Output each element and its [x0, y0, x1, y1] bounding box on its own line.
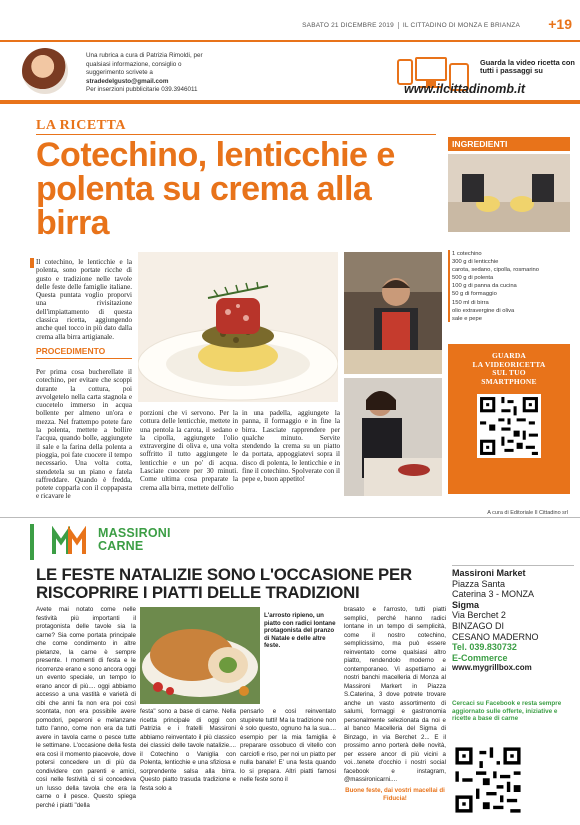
- list-item: sale e pepe: [452, 315, 482, 322]
- roast-photo: [140, 607, 260, 704]
- cooking-photo: [344, 378, 442, 496]
- promo-line: SUL TUO: [492, 368, 526, 377]
- dish-photo: [138, 252, 338, 402]
- top-bar: [0, 0, 580, 40]
- list-item: 300 g di lenticchie: [452, 259, 499, 266]
- procedure-text-col3: in una padella, aggiungete la panna, il formaggio e in fine la birra. Lasciate rapprendere per qualche minuto. Servite stendendo la crema su un piatto da portata, appoggiatevi sopra il disco di polenta, le lenticchie e in fine il cotechino. Spolverate con il pepe e, buon appetito!: [242, 409, 340, 484]
- video-promo-text: [448, 344, 570, 386]
- procedure-text-col2: porzioni che vi servono. Per la cottura delle lenticchie, mettete in una pentola la carota, il sedano e la cipolla, aggiungete l'olio extravergine di oliva e, una volta soffritto il tutto aggiungete le lenticchie e un po' di acqua. Lasciate cuocere per 30 minuti. Come ultima cosa preparate la crema alla birra, mettete dell'olio: [140, 409, 238, 492]
- ingredients-list: [452, 250, 570, 323]
- phone-number[interactable]: Tel. 039.830732: [452, 642, 517, 653]
- promo-line: GUARDA: [491, 351, 527, 360]
- brand-marker: [30, 524, 34, 560]
- site-url[interactable]: www.ilcittadinomb.it: [404, 82, 526, 96]
- info-line[interactable]: stradedelgusto@gmail.com: [86, 77, 169, 85]
- market-line: Sigma: [452, 599, 480, 610]
- section-label: LA RICETTA: [36, 118, 126, 133]
- ecommerce-label: E-Commerce: [452, 652, 508, 663]
- issue-date: SABATO 21 DICEMBRE 2019: [302, 22, 394, 30]
- brand-name: [98, 527, 171, 553]
- header-rule: [0, 40, 580, 42]
- chef-illustration: [344, 252, 442, 374]
- market-line: CESANO MADERNO: [452, 631, 539, 642]
- promo-text-col2: festa" sono a base di carne. Nella ricetta principale di oggi con Patrizia e i fratelli Massironi abbiamo reinventato il più classico dei classici delle tavole natalizie.... il Cotechino o Vaniglia con Polenta, lenticchie e una sfiziosa e sorprendente salsa alla birra. Questo piatto trasuda tradizione e festa solo a: [140, 708, 236, 792]
- massironi-logo: [52, 526, 86, 556]
- author-avatar: [22, 48, 68, 94]
- brand-line: CARNE: [98, 539, 144, 553]
- section-divider: [0, 517, 580, 518]
- market-line: Piazza Santa: [452, 578, 506, 589]
- ingredients-illustration: [448, 154, 570, 232]
- closing-line: Buone feste, dai vostri macellai di Fiducia!: [345, 786, 445, 802]
- list-item: olio extravergine di oliva: [452, 307, 515, 314]
- promo-line: LA VIDEORICETTA: [472, 359, 546, 369]
- promo-body: brasato e l'arrosto, tutti piatti semplici, perché hanno radici lontane in un tempo di semplicità, come il nostro cotechino, semplicissimo, ma può essere reinventato come qualsiasi altro piatto, rendendolo moderno e contemporaneo. Vi aspettiamo ai nostri banchi macelleria di Monza al Massironi Markert in Piazza S.Caterina, 3 dove potrete trovare anche un vasto assortimento di salumi, formaggi e gastronomia personalmente selezionata da noi e al banco Macelleria del Sigma di Binzago, in via Berchet 2... E il prossimo anno porterà delle novità, per essere ancor di più vicini a voi...tenete d'occhio i nostri social facebook e instagram, @massironicarni....: [344, 606, 446, 783]
- video-promo-box[interactable]: [448, 344, 570, 494]
- brand-line: MASSIRONI: [98, 526, 171, 540]
- procedure-label: PROCEDIMENTO: [36, 346, 132, 359]
- facebook-note: Cercaci su Facebook e resta sempre aggiornato sulle offerte, iniziative e ricette a base di carne: [452, 700, 562, 723]
- chef-photo: [344, 252, 442, 374]
- video-note: Guarda la video ricetta con tutti i passaggi su: [480, 58, 575, 76]
- market-address: [452, 568, 574, 674]
- market-line: Caterina 3 - MONZA: [452, 589, 535, 600]
- market-rule: [452, 565, 574, 566]
- list-item: carota, sedano, cipolla, rosmarino: [452, 267, 539, 274]
- info-line: suggerimento scrivete a: [86, 69, 153, 77]
- column-info: [86, 52, 296, 95]
- page-number: +19: [548, 16, 572, 32]
- recipe-title: Cotechino, lenticchie e polenta su crema alla birra: [36, 136, 395, 242]
- market-line: BINZAGO DI: [452, 620, 505, 631]
- list-item: 1 cotechino: [452, 251, 482, 257]
- procedure-text-col1: Per prima cosa bucherellate il cotechino, per evitare che scoppi durante la cottura, poi avvolgetelo nella carta stagnola e cuocetelo immerso in acqua bollente per almeno un'ora e mezza. Nel frattempo potete fare la polenta, mettete a bollire l'acqua, quando bolle, aggiungete il sale e la farina della polenta a pioggia, poi fate cuocere il tempo necessario. Una volta cotta, stendetela su un piano e fatela raffreddare. Quando è fredda, potete copparla con il coppapasta e ricavare le: [36, 368, 132, 501]
- promo-text-col1: Avete mai notato come nelle festività più importanti il protagonista delle tavole sia la carne? Sia come portata principale che come condimento in altre pietanze, la carne è sempre presente. I momenti di festa e le ricorrenze erano e sono ancora oggi un evento speciale, un tempo lo erano ancor di più.... oggi abbiamo accesso a una vastità e varietà di cibi che anni fa non era poi così scontata, non era possibile avere pomodori, peperoni e melanzane tutto l'anno, come non era da tutti avere in tavola carne o pesce tutte le settimane. L'occasione della festa era così il momento piacevole, dove potersi concedere un di più da condividere con parenti e amici, così nelle festività ci si concedeva un lusso della tavola che era la carne o il pesce. Questo spiega perché i piatti "della: [36, 606, 136, 809]
- ingredients-photo: [448, 154, 570, 232]
- list-item: 150 ml di birra: [452, 299, 489, 306]
- promo-text-col4: [344, 606, 446, 804]
- photo-caption: L'arrosto ripieno, un piatto con radici lontane protagonista del pranzo di Natale e delle altre feste.: [264, 612, 336, 650]
- info-line: Una rubrica a cura di Patrizia Rimoldi, per: [86, 52, 203, 59]
- list-item: 500 g di polenta: [452, 275, 494, 282]
- page-folio: [302, 22, 520, 29]
- dish-illustration: [138, 252, 338, 402]
- qr-code-icon[interactable]: [477, 394, 541, 458]
- section-underline: [36, 134, 436, 135]
- roast-illustration: [140, 607, 260, 704]
- ingredients-label: INGREDIENTI: [448, 137, 570, 151]
- promo-line: SMARTPHONE: [481, 376, 537, 386]
- market-line: Via Berchet 2: [452, 610, 506, 621]
- list-item: 100 g di panna da cucina: [452, 283, 517, 290]
- market-line: Massironi Market: [452, 568, 526, 578]
- promo-text-col3: pensarlo e così reinventato stupirete tutti! Ma la tradizione non è solo questo, ognuno ha la sua.... esempio per la mia famiglia è preparare ossobuco di vitello con carciofi e riso, per noi un piatto per nulla banale! E' una festa quando lo si prepara. Altri piatti famosi nelle feste sono il: [240, 708, 336, 783]
- list-item: 50 g di formaggio: [452, 291, 497, 298]
- intro-marker: [30, 258, 34, 268]
- info-line: qualsiasi informazione, consiglio o: [86, 60, 182, 68]
- qr-code-icon[interactable]: [452, 744, 524, 816]
- promo-headline: LE FESTE NATALIZIE SONO L'OCCASIONE PER RISCOPRIRE I PIATTI DELLE TRADIZIONI: [36, 565, 412, 602]
- credit-line: A cura di Editoriale Il Cittadino srl: [487, 510, 568, 516]
- cooking-illustration: [344, 378, 442, 496]
- info-line: Per inserzioni pubblicitarie 039.3946011: [86, 86, 198, 94]
- ingredients-marker: [448, 250, 450, 322]
- section-rule-top: [0, 100, 580, 104]
- recipe-intro: Il cotechino, le lenticchie e la polenta, sono portate ricche di gusto e tradizione nelle tavole delle feste delle famiglie italiane. Questa puntata voglio proporvi una rivisitazione dell'impiattamento di questa classica ricetta, aggiungendo anche quel tocco in più dato dalla crema alla birra artigianale.: [36, 258, 132, 341]
- newspaper-name: IL CITTADINO DI MONZA E BRIANZA: [402, 22, 520, 30]
- ecommerce-url[interactable]: www.mygrillbox.com: [452, 663, 532, 673]
